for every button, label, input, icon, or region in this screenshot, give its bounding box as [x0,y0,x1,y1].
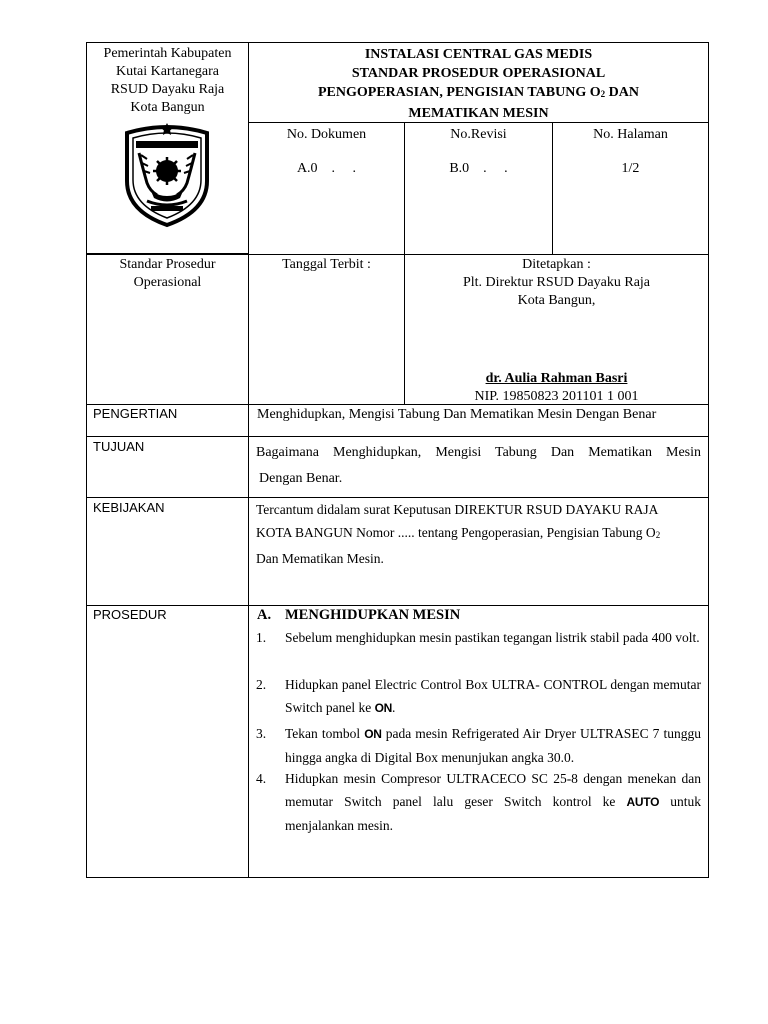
kebijakan-line-1: Tercantum didalam surat Keputusan DIREKTUR RSUD DAYAKU RAJA [256,502,659,517]
tujuan-label-cell [86,436,249,498]
step-3-text: Tekan tombol ON pada mesin Refrigerated Air Dryer ULTRASEC 7 tunggu hingga angka di Digital Box menunjukan angka 30.0. [285,726,701,765]
ditetapkan-line-3: Kota Bangun, [517,293,596,308]
spo-label-line-1: Standar Prosedur [119,257,216,272]
step-2 [256,673,701,720]
step-3-number: 3. [256,726,267,741]
no-halaman-value: 1/2 [621,161,640,176]
step-4-number: 4. [256,771,267,786]
kebijakan-label: KEBIJAKAN [93,500,165,515]
prosedur-label: PROSEDUR [93,607,167,622]
signer-nip: NIP. 19850823 201101 1 001 [474,389,639,404]
pengertian-text: Menghidupkan, Mengisi Tabung Dan Mematikan Mesin Dengan Benar [257,407,657,422]
no-revisi-value: B.0 . . [449,161,508,176]
no-revisi-label: No.Revisi [450,127,507,142]
no-dokumen-label: No. Dokumen [286,127,367,142]
kebijakan-cell [248,497,709,606]
keyword-auto: AUTO [626,795,660,809]
no-halaman-label: No. Halaman [593,127,668,142]
document-title [248,42,709,123]
step-1-text: Sebelum menghidupkan mesin pastikan tegangan listrik stabil pada 400 volt. [285,630,700,645]
org-line-1: Pemerintah Kabupaten [103,46,232,61]
spo-label-cell [86,254,249,405]
pengertian-label: PENGERTIAN [93,406,178,421]
step-2-number: 2. [256,677,267,692]
section-heading [257,606,460,624]
tujuan-label: TUJUAN [93,439,145,454]
title-line-3: PENGOPERASIAN, PENGISIAN TABUNG $O_2$ DAN [318,85,639,100]
ditetapkan-line-1: Ditetapkan : [522,257,591,272]
tanggal-terbit-cell [248,254,405,405]
pengertian-label-cell [86,404,249,437]
step-4-text: Hidupkan mesin Compresor ULTRACECO SC 25-8 dengan menekan dan memutar Switch panel lalu geser Switch kontrol ke AUTO untuk menjalankan mesin. [285,771,701,833]
tujuan-cell [248,436,709,498]
kutai-kartanegara-emblem [117,119,217,229]
spo-label-line-2: Operasional [133,275,202,290]
no-dokumen-cell [248,122,405,255]
keyword-on: ON [374,701,393,715]
ditetapkan-cell [404,254,709,405]
signer-name: dr. Aulia Rahman Basri [485,371,628,386]
no-halaman-cell [552,122,709,255]
tujuan-line-2: Dengan Benar. [259,471,343,486]
title-line-1: INSTALASI CENTRAL GAS MEDIS [364,47,593,62]
tanggal-terbit-label: Tanggal Terbit : [282,257,371,272]
step-1-number: 1. [256,630,267,645]
step-3 [256,722,701,769]
prosedur-label-cell [86,605,249,878]
step-4 [256,767,701,837]
prosedur-cell [248,605,709,878]
step-1 [256,626,701,649]
section-title: MENGHIDUPKAN MESIN [285,607,461,623]
step-2-text: Hidupkan panel Electric Control Box ULTRA- CONTROL dengan memutar Switch panel ke ON. [285,677,701,715]
ditetapkan-line-2: Plt. Direktur RSUD Dayaku Raja [462,275,651,290]
title-line-2: STANDAR PROSEDUR OPERASIONAL [351,66,606,81]
title-line-4: MEMATIKAN MESIN [408,106,549,121]
org-line-3: RSUD Dayaku Raja [110,82,225,97]
kebijakan-label-cell [86,497,249,606]
org-cell [86,42,249,254]
keyword-on: ON [364,727,382,741]
kebijakan-line-2: KOTA BANGUN Nomor ..... tentang Pengoperasian, Pengisian Tabung $O_2$ [256,525,661,540]
org-line-4: Kota Bangun [130,100,205,115]
no-dokumen-value: A.0 . . [296,161,357,176]
no-revisi-cell [404,122,553,255]
kebijakan-line-3: Dan Mematikan Mesin. [256,551,384,566]
tujuan-line-1: Bagaimana Menghidupkan, Mengisi Tabung Dan Mematikan Mesin [256,445,701,460]
pengertian-cell [248,404,709,437]
org-line-2: Kutai Kartanegara [116,64,219,79]
section-letter: A. [257,607,272,623]
